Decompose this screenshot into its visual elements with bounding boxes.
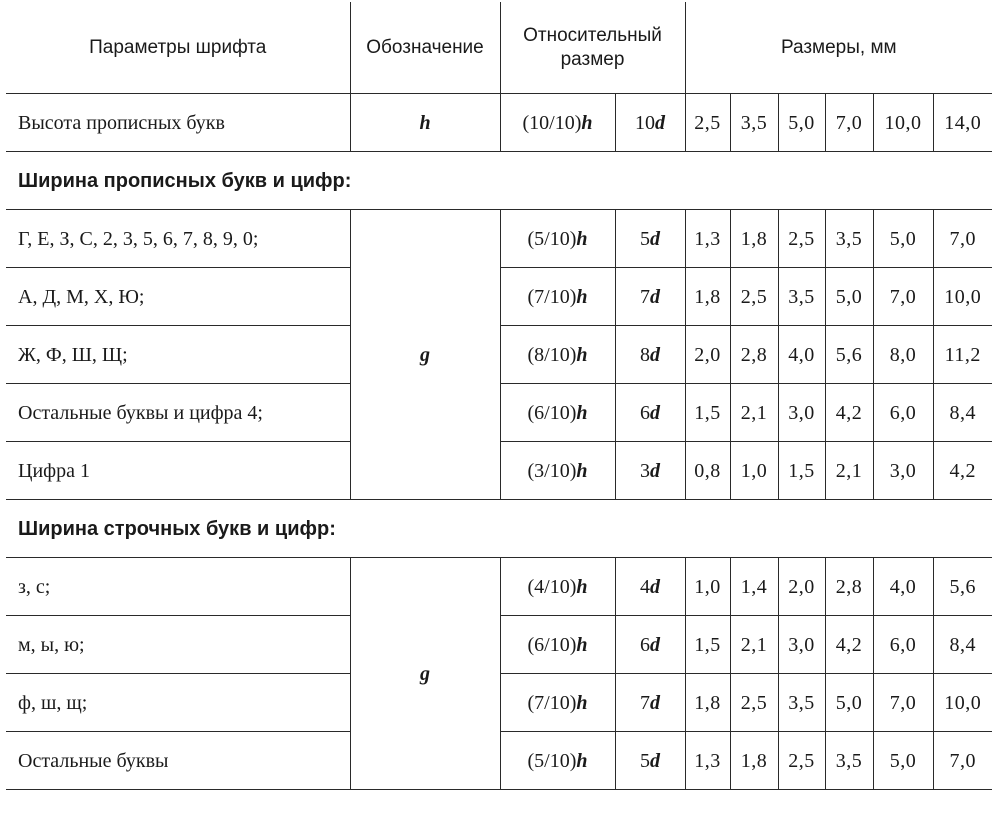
size-value: 7,0 <box>825 94 873 152</box>
size-value: 2,5 <box>730 674 778 732</box>
size-value: 2,0 <box>685 326 730 384</box>
size-value: 1,5 <box>685 384 730 442</box>
size-value: 1,5 <box>685 616 730 674</box>
size-value: 2,5 <box>778 210 825 268</box>
size-value: 1,3 <box>685 210 730 268</box>
size-value: 4,0 <box>873 558 933 616</box>
relative-ratio: (3/10)h <box>500 442 615 500</box>
relative-d: 4d <box>615 558 685 616</box>
uppercase-section-title: Ширина прописных букв и цифр: <box>6 152 992 210</box>
relative-ratio: (10/10)h <box>500 94 615 152</box>
size-value: 2,5 <box>730 268 778 326</box>
size-value: 3,5 <box>778 674 825 732</box>
header-relative-line2: размер <box>560 48 625 70</box>
size-value: 1,5 <box>778 442 825 500</box>
header-param: Параметры шрифта <box>6 2 350 94</box>
row-label: Высота прописных букв <box>6 94 350 152</box>
header-relative-size <box>500 2 685 94</box>
size-value: 1,4 <box>730 558 778 616</box>
relative-d: 5d <box>615 732 685 790</box>
size-value: 7,0 <box>933 210 992 268</box>
size-value: 14,0 <box>933 94 992 152</box>
size-value: 2,0 <box>778 558 825 616</box>
size-value: 5,0 <box>778 94 825 152</box>
font-parameters-table-page <box>6 2 992 828</box>
size-value: 1,0 <box>730 442 778 500</box>
header-relative-line1: Относительный <box>523 24 662 46</box>
size-value: 8,4 <box>933 384 992 442</box>
relative-ratio: (5/10)h <box>500 732 615 790</box>
relative-ratio: (8/10)h <box>500 326 615 384</box>
size-value: 7,0 <box>873 268 933 326</box>
size-value: 2,1 <box>825 442 873 500</box>
relative-d: 6d <box>615 384 685 442</box>
size-value: 2,5 <box>778 732 825 790</box>
relative-d: 6d <box>615 616 685 674</box>
relative-ratio: (5/10)h <box>500 210 615 268</box>
size-value: 6,0 <box>873 384 933 442</box>
header-row <box>6 2 992 94</box>
size-value: 5,0 <box>825 268 873 326</box>
relative-ratio: (6/10)h <box>500 616 615 674</box>
size-value: 4,2 <box>825 616 873 674</box>
size-value: 1,8 <box>685 268 730 326</box>
size-value: 10,0 <box>933 674 992 732</box>
row-label: Цифра 1 <box>6 442 350 500</box>
size-value: 4,0 <box>778 326 825 384</box>
symbol-g: g <box>350 210 500 500</box>
relative-d: 3d <box>615 442 685 500</box>
row-label: ф, ш, щ; <box>6 674 350 732</box>
size-value: 3,5 <box>825 210 873 268</box>
size-value: 7,0 <box>933 732 992 790</box>
relative-d: 10d <box>615 94 685 152</box>
symbol-h: h <box>350 94 500 152</box>
relative-d: 7d <box>615 674 685 732</box>
size-value: 5,6 <box>933 558 992 616</box>
relative-ratio: (4/10)h <box>500 558 615 616</box>
size-value: 1,3 <box>685 732 730 790</box>
size-value: 5,0 <box>873 732 933 790</box>
size-value: 1,8 <box>730 732 778 790</box>
relative-d: 8d <box>615 326 685 384</box>
size-value: 4,2 <box>825 384 873 442</box>
size-value: 1,8 <box>685 674 730 732</box>
size-value: 1,0 <box>685 558 730 616</box>
size-value: 3,5 <box>825 732 873 790</box>
relative-ratio: (7/10)h <box>500 674 615 732</box>
row-label: А, Д, М, Х, Ю; <box>6 268 350 326</box>
relative-d: 7d <box>615 268 685 326</box>
header-designation: Обозначение <box>350 2 500 94</box>
row-label: Г, Е, З, С, 2, 3, 5, 6, 7, 8, 9, 0; <box>6 210 350 268</box>
row-label: Остальные буквы и цифра 4; <box>6 384 350 442</box>
size-value: 3,0 <box>778 384 825 442</box>
size-value: 8,4 <box>933 616 992 674</box>
size-value: 5,6 <box>825 326 873 384</box>
size-value: 1,8 <box>730 210 778 268</box>
size-value: 3,5 <box>730 94 778 152</box>
size-value: 0,8 <box>685 442 730 500</box>
size-value: 3,5 <box>778 268 825 326</box>
size-value: 7,0 <box>873 674 933 732</box>
size-value: 3,0 <box>778 616 825 674</box>
row-label: з, с; <box>6 558 350 616</box>
relative-ratio: (7/10)h <box>500 268 615 326</box>
size-value: 2,1 <box>730 384 778 442</box>
row-label: м, ы, ю; <box>6 616 350 674</box>
row-label: Ж, Ф, Ш, Щ; <box>6 326 350 384</box>
relative-d: 5d <box>615 210 685 268</box>
row-label: Остальные буквы <box>6 732 350 790</box>
size-value: 10,0 <box>873 94 933 152</box>
size-value: 5,0 <box>873 210 933 268</box>
table-row <box>6 210 992 268</box>
size-value: 3,0 <box>873 442 933 500</box>
lowercase-section-row <box>6 500 992 558</box>
header-sizes: Размеры, мм <box>685 2 992 94</box>
size-value: 6,0 <box>873 616 933 674</box>
size-value: 2,8 <box>825 558 873 616</box>
uppercase-section-row <box>6 152 992 210</box>
cap-height-row <box>6 94 992 152</box>
size-value: 2,5 <box>685 94 730 152</box>
table-row <box>6 558 992 616</box>
size-value: 11,2 <box>933 326 992 384</box>
relative-ratio: (6/10)h <box>500 384 615 442</box>
size-value: 2,8 <box>730 326 778 384</box>
symbol-g: g <box>350 558 500 790</box>
size-value: 4,2 <box>933 442 992 500</box>
size-value: 8,0 <box>873 326 933 384</box>
lowercase-section-title: Ширина строчных букв и цифр: <box>6 500 992 558</box>
font-parameters-table <box>6 2 992 790</box>
size-value: 10,0 <box>933 268 992 326</box>
size-value: 5,0 <box>825 674 873 732</box>
size-value: 2,1 <box>730 616 778 674</box>
